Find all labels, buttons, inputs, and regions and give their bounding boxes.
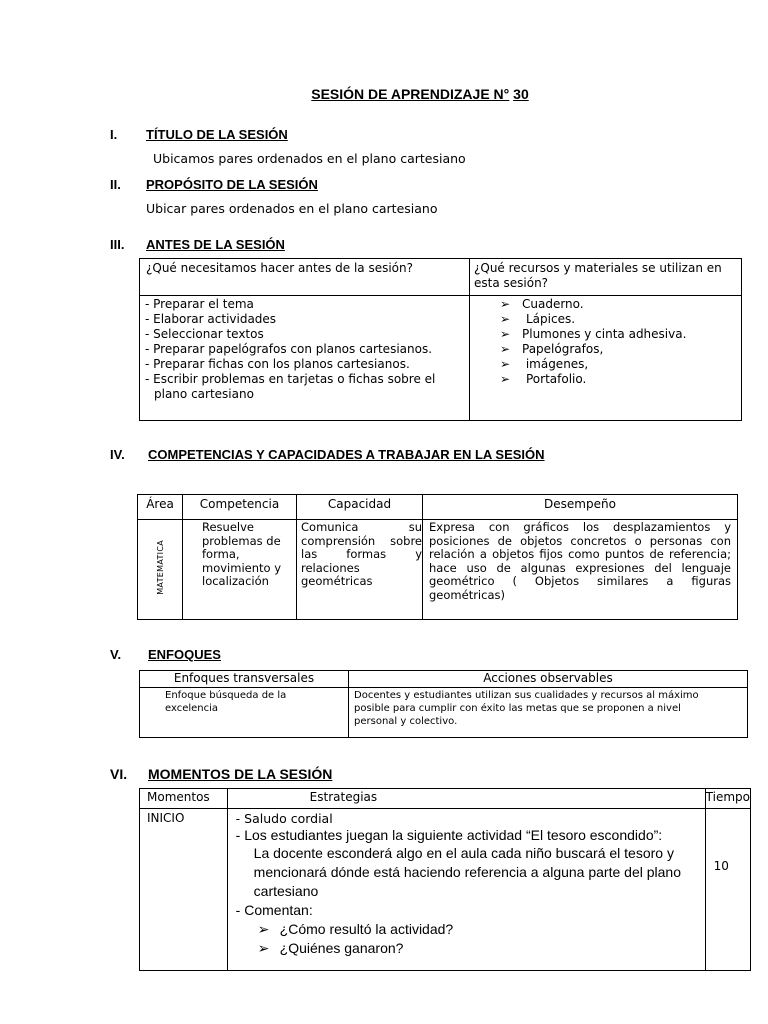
comp-header-competencia: Competencia	[183, 495, 297, 520]
comp-competencia-cell: Resuelve problemas de forma, movimiento y localización	[183, 520, 297, 620]
strategy-line: - Saludo cordial	[235, 811, 333, 826]
section-6-heading: MOMENTOS DE LA SESIÓN	[148, 766, 333, 782]
section-2-number: II.	[110, 177, 121, 192]
momentos-table	[139, 788, 751, 971]
arrow-bullet-icon: ➢	[500, 342, 511, 356]
comp-header-area: Área	[138, 495, 183, 520]
enf-header-acciones: Acciones observables	[349, 671, 748, 688]
resource-item	[500, 312, 741, 327]
section-4-heading: COMPETENCIAS Y CAPACIDADES A TRABAJAR EN LA SESIÓN	[148, 447, 545, 462]
enf-enfoque-cell: Enfoque búsqueda de la excelencia	[140, 688, 349, 738]
resource-label: Portafolio.	[526, 372, 587, 386]
resource-label: Papelógrafos,	[522, 342, 604, 356]
resource-label: Cuaderno.	[522, 297, 584, 311]
resource-item	[500, 372, 741, 387]
section-5-heading: ENFOQUES	[148, 647, 221, 662]
title-prefix: SESIÓN DE APRENDIZAJE N°	[311, 86, 510, 102]
arrow-bullet-icon: ➢	[500, 327, 511, 341]
comp-capacidad-cell: Comunica su comprensión sobre las formas y relaciones geométricas	[297, 520, 423, 620]
comp-area-cell	[138, 520, 183, 620]
arrow-bullet-icon: ➢	[257, 921, 270, 937]
arrow-bullet-icon: ➢	[500, 297, 511, 311]
question-item	[258, 939, 699, 958]
section-6-number: VI.	[110, 766, 128, 782]
arrow-bullet-icon: ➢	[500, 372, 511, 386]
section-5-number: V.	[110, 647, 122, 662]
resource-item	[500, 297, 741, 312]
enf-acciones-cell: Docentes y estudiantes utilizan sus cualidades y recursos al máximo posible para cumplir con éxito las metas que se proponen a nivel personal y colectivo.	[349, 688, 748, 738]
section-3-number: III.	[110, 237, 125, 252]
mom-header-tiempo: Tiempo	[705, 789, 750, 809]
section-1-text: Ubicamos pares ordenados en el plano cartesiano	[153, 151, 466, 166]
title-number: 30	[513, 86, 529, 102]
section-4-number: IV.	[110, 447, 125, 462]
enfoques-table	[139, 670, 748, 738]
enf-header-enfoques: Enfoques transversales	[140, 671, 349, 688]
comp-header-desempeno: Desempeño	[423, 495, 738, 520]
resource-item	[500, 342, 741, 357]
resource-label: Plumones y cinta adhesiva.	[522, 327, 687, 341]
antes-resources-cell	[470, 296, 742, 421]
task-item: - Preparar papelógrafos con planos cartesianos.	[145, 342, 433, 356]
question-label: ¿Cómo resultó la actividad?	[279, 921, 454, 937]
resource-list	[500, 297, 741, 387]
arrow-bullet-icon: ➢	[500, 357, 511, 371]
mom-tiempo-cell: 10	[705, 809, 750, 971]
section-2-heading: PROPÓSITO DE LA SESIÓN	[146, 177, 318, 192]
section-1-number: I.	[110, 127, 118, 142]
arrow-bullet-icon: ➢	[500, 312, 511, 326]
mom-header-momentos: Momentos	[140, 789, 228, 809]
resource-label: Lápices.	[526, 312, 576, 326]
task-item: - Seleccionar textos	[145, 327, 264, 341]
comp-header-capacidad: Capacidad	[297, 495, 423, 520]
page-title	[0, 86, 768, 102]
comp-desempeno-cell: Expresa con gráficos los desplazamientos y posiciones de objetos concretos o personas con relación a objetos fijos como puntos de referencia; hace uso de algunas expresiones del lenguaje geométrico ( Objetos similares a figuras geométricas)	[423, 520, 738, 620]
section-1-heading: TÍTULO DE LA SESIÓN	[146, 127, 288, 142]
antes-header-resources: ¿Qué recursos y materiales se utilizan en esta sesión?	[470, 259, 742, 296]
antes-table	[139, 258, 742, 421]
arrow-bullet-icon: ➢	[257, 940, 270, 956]
resource-item	[500, 357, 741, 372]
competencias-table	[137, 494, 738, 620]
mom-momento-cell: INICIO	[140, 809, 228, 971]
task-item: plano cartesiano	[154, 387, 254, 401]
antes-tasks-cell	[140, 296, 470, 421]
mom-estrategias-cell	[227, 809, 705, 971]
resource-item	[500, 327, 741, 342]
section-2-text: Ubicar pares ordenados en el plano cartesiano	[146, 201, 438, 216]
task-item: - Preparar fichas con los planos cartesianos.	[145, 357, 410, 371]
strategy-line: - Comentan:	[235, 902, 313, 918]
task-item: - Preparar el tema	[145, 297, 254, 311]
strategy-line: - Los estudiantes juegan la siguiente actividad “El tesoro escondido”:	[235, 827, 663, 843]
question-label: ¿Quiénes ganaron?	[279, 940, 404, 956]
area-label: MATEMATICA	[155, 540, 165, 595]
section-3-heading: ANTES DE LA SESIÓN	[146, 237, 285, 252]
resource-label: imágenes,	[522, 357, 589, 371]
antes-header-tasks: ¿Qué necesitamos hacer antes de la sesión?	[140, 259, 470, 296]
task-item: - Escribir problemas en tarjetas o fichas sobre el	[145, 372, 436, 386]
mom-header-estrategias: Estrategias	[227, 789, 705, 809]
task-item: - Elaborar actividades	[145, 312, 277, 326]
strategy-line: La docente esconderá algo en el aula cada niño buscará el tesoro y mencionará dónde está haciendo referencia a alguna parte del plano cartesiano	[253, 845, 681, 899]
question-list	[236, 920, 699, 958]
question-item	[258, 920, 699, 939]
